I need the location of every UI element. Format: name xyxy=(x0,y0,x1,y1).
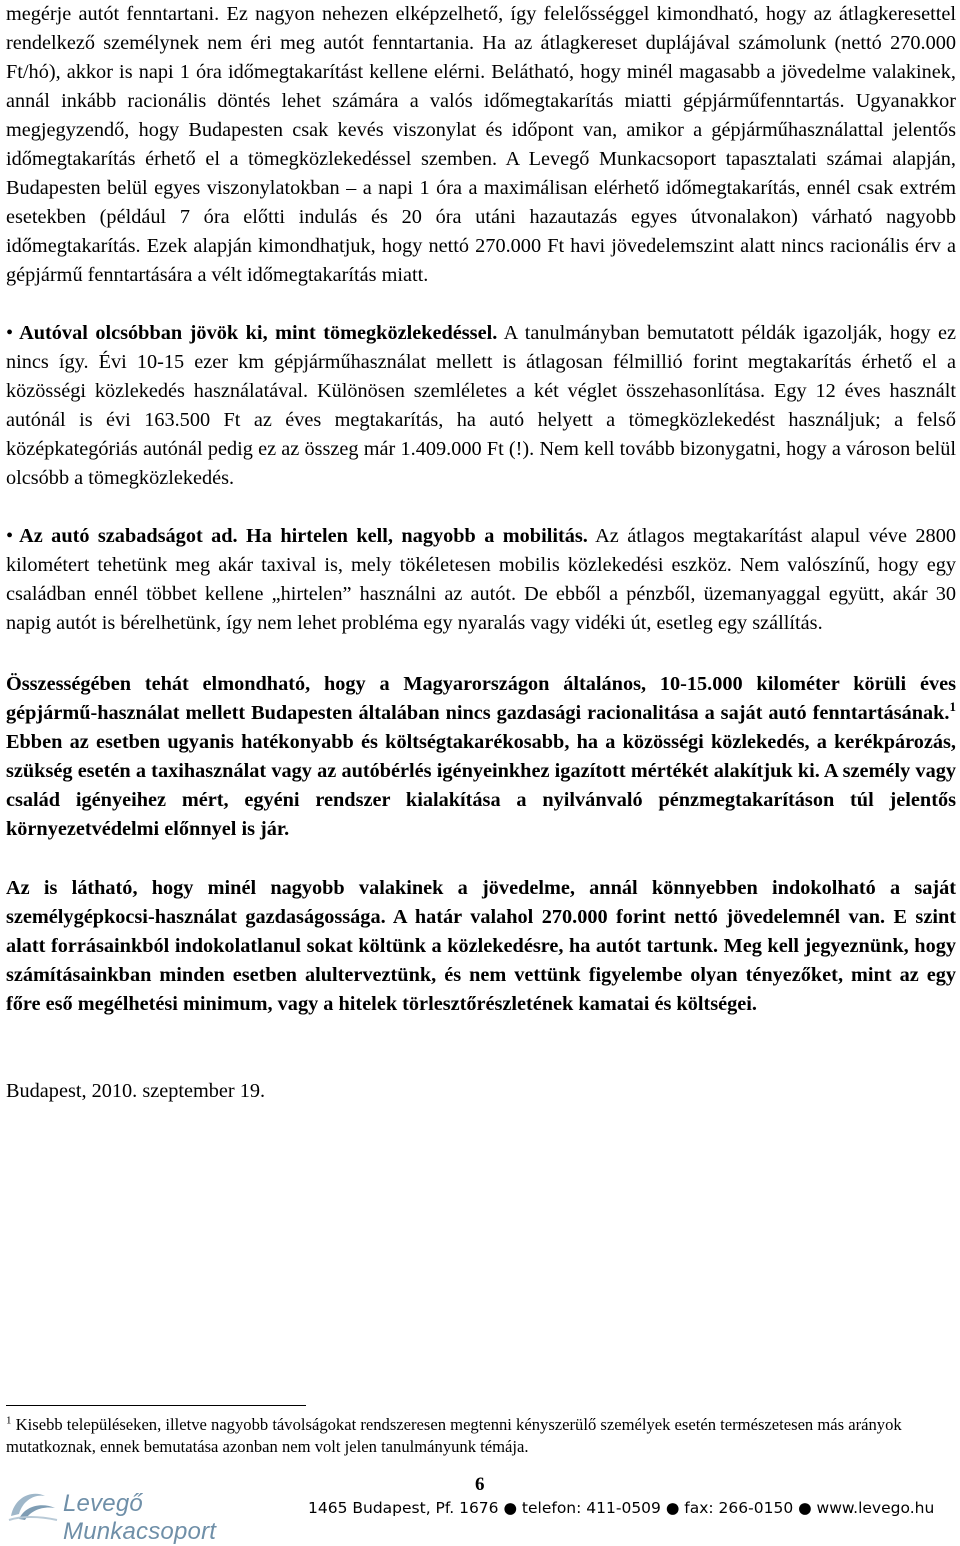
bullet-icon: • xyxy=(6,525,14,547)
bullet-icon: • xyxy=(6,322,14,344)
bullet-cheaper-title: Autóval olcsóbban jövök ki, mint tömegközlekedéssel. xyxy=(19,322,498,344)
levego-logo xyxy=(5,1486,295,1545)
bullet-freedom-text: Az átlagos megtakarítást alapul véve 2800 kilométert tehetünk meg akár taxival is, mely tökéletesen mobilis közlekedési eszköz. Nem valószínű, hogy egy családban ennél többet kellene „hirtelen” használni az autót. De ebből a pénzből, üzemanyaggal együtt, akár 30 napig autót is bérelhetünk, így nem lehet probléma egy nyaralás vagy vidéki út, esetleg egy szállítás. xyxy=(6,525,956,634)
wind-swirl-icon xyxy=(5,1486,61,1524)
bullet-freedom xyxy=(6,522,956,638)
logo-text: Levegő Munkacsoport xyxy=(63,1490,217,1545)
footnote-divider xyxy=(6,1405,306,1406)
footer-contact: 1465 Budapest, Pf. 1676 ● telefon: 411-0509 ● fax: 266-0150 ● www.levego.hu xyxy=(308,1499,935,1517)
footnote-text: Kisebb településeken, illetve nagyobb távolságokat rendszeresen megtenni kényszerülő személyek esetén természetesen más arányok mutatkoznak, ennek bemutatása azonban nem volt jelen tanulmányunk témája. xyxy=(6,1415,902,1456)
bullet-cheaper-by-car xyxy=(6,319,956,493)
paragraph-time-savings: megérje autót fenntartani. Ez nagyon nehezen elképzelhető, így felelősséggel kimondható, hogy az átlagkeresettel rendelkező személynek nem éri meg autót fenntartania. Ha az átlagkereset duplájával számolunk (nettó 270.000 Ft/hó), akkor is napi 1 óra időmegtakarítást kellene elérni. Belátható, hogy minél magasabb a jövedelme valakinek, annál inkább racionális döntés lehet számára a valós időmegtakarítás miatti gépjárműfenntartás. Ugyanakkor megjegyzendő, hogy Budapesten csak kevés viszonylat és időpont van, amikor a gépjárműhasználattal jelentős időmegtakarítás érhető el a tömegközlekedéssel szemben. A Levegő Munkacsoport tapasztalati számai alapján, Budapesten belül egyes viszonylatokban – a napi 1 óra a maximálisan elérhető időmegtakarítás, ennél csak extrém esetekben (például 7 óra előtti indulás és 20 óra utáni hazautazás egyes útvonalakon) várható nagyobb időmegtakarítás. Ezek alapján kimondhatjuk, hogy nettó 270.000 Ft havi jövedelemszint alatt nincs racionális érv a gépjármű fenntartására a vélt időmegtakarítás miatt. xyxy=(6,3,956,286)
footnote-mark: 1 xyxy=(6,1414,12,1427)
income-threshold-text: Az is látható, hogy minél nagyobb valakinek a jövedelme, annál könnyebben indokolható a saját személygépkocsi-használat gazdaságossága. A határ valahol 270.000 forint nettó jövedelemnél van. E szint alatt forrásainkból indokolatlanul sokat költünk a közlekedésre, ha autót tartunk. Meg kell jegyeznünk, hogy számításainkban minden esetben alulterveztünk, és nem vettünk figyelembe olyan tényezőket, mint az egy főre eső megélhetési minimum, vagy a hitelek törlesztőrészletének kamatai és költségei. xyxy=(6,877,956,1015)
bullet-cheaper-text: A tanulmányban bemutatott példák igazolják, hogy ez nincs így. Évi 10-15 ezer km gépjárműhasználat mellett is átlagosan félmillió forint megtakarítás érhető el a közösségi közlekedés használatával. Különösen szemléletes a két véglet összehasonlítása. Egy 12 éves használt autónál is évi 163.500 Ft az éves megtakarítás, ha autó helyett a tömegközlekedést használjuk; a felső középkategóriás autónál pedig ez az összeg már 1.409.000 Ft (!). Nem kell tovább bizonygatni, hogy a városon belül olcsóbb a tömegközlekedés. xyxy=(6,322,956,489)
bullet-freedom-title: Az autó szabadságot ad. Ha hirtelen kell, nagyobb a mobilitás. xyxy=(19,525,588,547)
summary-text-a: Összességében tehát elmondható, hogy a Magyarországon általános, 10-15.000 kilométer körüli éves gépjármű-használat mellett Budapesten általában nincs gazdasági racionalitása a saját autó fenntartásának. xyxy=(6,673,956,724)
summary-text-b: Ebben az esetben ugyanis hatékonyabb és költségtakarékosabb, ha a közösségi közlekedés, a kerékpározás, szükség esetén a taxihasználat vagy az autóbérlés igényeinkhez igazított mértékét alakítjuk ki. A személy vagy család igényeihez mért, egyéni rendszer kialakítása a nyilvánvaló pénzmegtakarításon túl jelentős környezetvédelmi előnnyel is jár. xyxy=(6,731,956,840)
footnote xyxy=(6,1414,956,1458)
income-threshold-paragraph xyxy=(6,874,956,1019)
footnote-reference[interactable]: 1 xyxy=(949,699,956,715)
document-page xyxy=(6,0,956,1106)
summary-paragraph xyxy=(6,670,956,844)
page-number: 6 xyxy=(475,1474,485,1495)
date-line: Budapest, 2010. szeptember 19. xyxy=(6,1080,266,1102)
